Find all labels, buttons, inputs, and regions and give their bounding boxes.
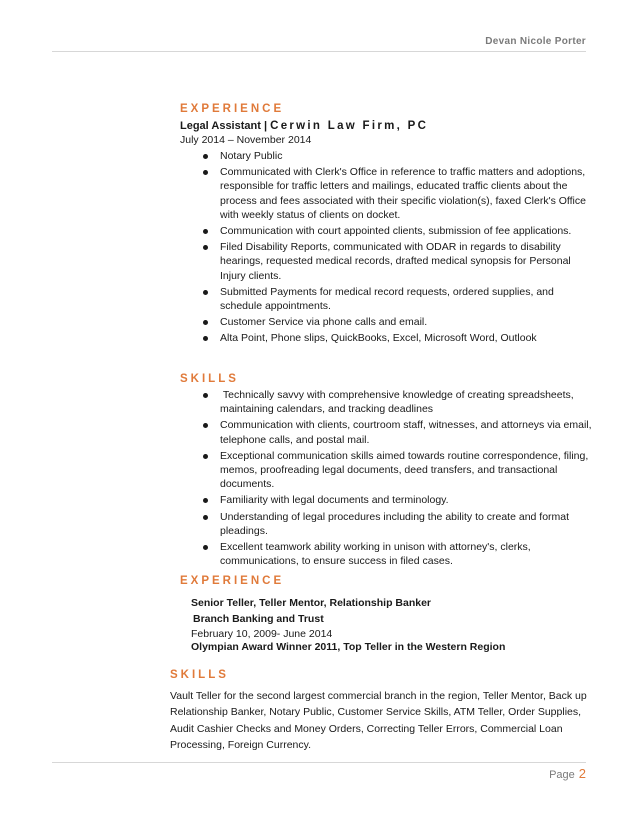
list-item: Filed Disability Reports, communicated with ODAR in regards to disability hearings, requested medical records, drafted medical synopsis for Personal Injury clients. [200,240,592,283]
bullet-icon [203,454,208,459]
bullet-icon [203,170,208,175]
skills-heading-2: SKILLS [170,669,229,681]
job-dates-teller: February 10, 2009- June 2014 [191,628,333,640]
bullet-icon [203,423,208,428]
experience-bullet-list [200,149,592,348]
list-item: Familiarity with legal documents and terminology. [200,493,592,507]
header-name: Devan Nicole Porter [485,36,586,47]
bullet-icon [203,290,208,295]
list-item: Communicated with Clerk's Office in reference to traffic matters and adoptions, responsible for traffic letters and mailings, educated traffic clients about the process and fees associated with their specific violation(s), faxed Clerk's Office with weekly status of clients on docket. [200,165,592,222]
list-item: Understanding of legal procedures including the ability to create and format pleadings. [200,510,592,538]
bullet-icon [203,245,208,250]
award-line: Olympian Award Winner 2011, Top Teller in the Western Region [191,641,506,653]
list-item: Communication with court appointed clients, submission of fee applications. [200,224,592,238]
job-dates: July 2014 – November 2014 [180,134,312,146]
list-item: Submitted Payments for medical record requests, ordered supplies, and schedule appointments. [200,285,592,313]
job-title-teller: Senior Teller, Teller Mentor, Relationship Banker [191,597,432,609]
job-employer: Branch Banking and Trust [193,613,324,625]
list-item: Customer Service via phone calls and email. [200,315,592,329]
experience-heading-1: EXPERIENCE [180,103,285,115]
list-item: Excellent teamwork ability working in unison with attorney's, clerks, communications, to ensure success in filed cases. [200,540,592,568]
bullet-icon [203,393,208,398]
bullet-icon [203,498,208,503]
experience-heading-2: EXPERIENCE [180,575,285,587]
list-item: Notary Public [200,149,592,163]
job-firm: Cerwin Law Firm, PC [270,120,429,132]
footer-divider [52,762,586,763]
job-title-separator: | [260,120,271,132]
list-item: Exceptional communication skills aimed towards routine correspondence, filing, memos, proofreading legal documents, deed transfers, and transactional documents. [200,449,592,492]
bullet-icon [203,229,208,234]
list-item: Alta Point, Phone slips, QuickBooks, Excel, Microsoft Word, Outlook [200,331,592,345]
skills-heading-1: SKILLS [180,373,239,385]
bullet-icon [203,515,208,520]
skills-paragraph: Vault Teller for the second largest commercial branch in the region, Teller Mentor, Back up Relationship Banker, Notary Public, Customer Service Skills, ATM Teller, Order Supplies, Audit Cashier Checks and Money Orders, Correcting Teller Errors, Commercial Loan Processing, Foreign Currency. [170,690,587,751]
page-number-footer [549,766,586,781]
page-label: Page [549,769,575,781]
bullet-icon [203,336,208,341]
page-number: 2 [578,766,586,781]
list-item: Technically savvy with comprehensive knowledge of creating spreadsheets, maintaining calendars, and tracking deadlines [200,388,592,416]
skills-bullet-list [200,388,592,570]
job-title-text: Legal Assistant [180,120,261,132]
header-divider [52,51,586,52]
bullet-icon [203,154,208,159]
bullet-icon [203,545,208,550]
job-title-legal-assistant [180,120,428,132]
list-item: Communication with clients, courtroom staff, witnesses, and attorneys via email, telephone calls, and postal mail. [200,418,592,446]
bullet-icon [203,320,208,325]
